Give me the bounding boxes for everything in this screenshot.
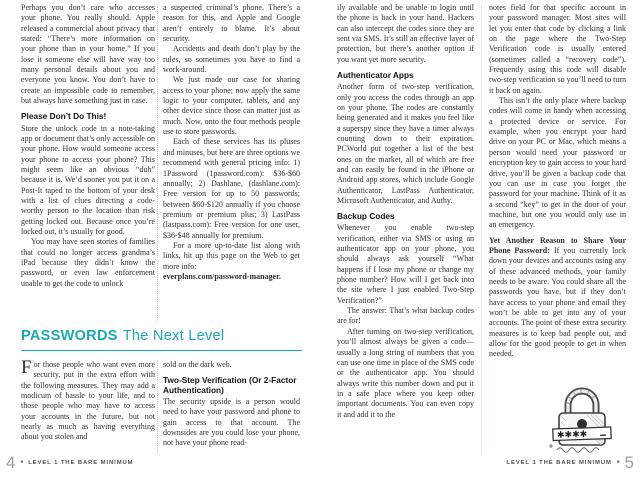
paragraph-run-in-heading bbox=[489, 236, 626, 360]
password-asterisks: ✱✱✱✱ bbox=[556, 429, 588, 441]
paragraph: Another form of two-step verification, only you access the codes through an app on your phone. The codes are constantly being generated and it makes you feel like a superspy since they have a timer always counting down to their expiration. PCWorld put together a list of the best ones on the market, all of which are free and can easily be found in the iPhone or Android app stores, which include Google Authenticator, LastPass Authenticator, Microsoft Authenticator, and Authy. bbox=[337, 82, 474, 205]
paragraph: Accidents and death don’t play by the rules, so sometimes you have to find a work-around. bbox=[163, 44, 300, 75]
page-number: 5 bbox=[624, 453, 634, 472]
paragraph: After turning on two-step verification, you’ll almost always be given a code—usually a long string of numbers that you can use one time in place of the SMS code or the authenticator app. You should always write this number down and put it in a safe place where you keep other important documents. You can even copy it and add it to the bbox=[337, 326, 474, 419]
paragraph: The answer: That’s what backup codes are for! bbox=[337, 306, 474, 326]
shadow-squiggle bbox=[557, 448, 599, 453]
right-column-1 bbox=[337, 3, 474, 455]
paragraph: The security upside is a person would need to have your password and phone to gain access to that account. The downsides are you could lose your phone, not have your phone read- bbox=[163, 397, 300, 448]
right-page-footer bbox=[507, 454, 634, 471]
run-in-heading: Yet Another Reason to Share Your Phone Password: bbox=[489, 235, 626, 255]
paragraph: ily available and be unable to login until the phone is back in your hand. Hackers can also intercept the codes since they are sent via SMS. It’s still an effective layer of protection, but there’s another option if you want yet more security. bbox=[337, 3, 474, 64]
right-column-2 bbox=[489, 3, 626, 389]
left-bottom-column-2 bbox=[163, 360, 300, 456]
paragraph: Perhaps you don’t care who accesses your phone. You really should. Apple released a commercial about privacy that stated: “There’s more information on your phone than in your home.” If you lose it someone else will have way too many personal details about you and everyone you know. You don’t have to create an impossible code to remember, but always have something just in case. bbox=[21, 3, 155, 106]
section-title-main: PASSWORDS bbox=[21, 328, 118, 344]
footer-chapter-label: LEVEL 1 THE BARE MINIMUM bbox=[506, 459, 612, 466]
column-divider-left-bottom bbox=[157, 360, 158, 452]
dropcap-letter: F bbox=[21, 360, 32, 378]
paragraph-with-dropcap bbox=[21, 360, 155, 443]
subheading-backup-codes: Backup Codes bbox=[337, 211, 395, 222]
padlock-illustration bbox=[537, 384, 629, 456]
paragraph: We just made our case for sharing access to your phone; now apply the same logic to your computer, tablets, and any other device since those can matter just as much. Now, onto the four methods people use to store passwords. bbox=[163, 75, 300, 137]
subheading-two-step-verification: Two-Step Verification (Or 2-Factor Authentication) bbox=[163, 375, 297, 395]
left-top-column-1 bbox=[21, 3, 155, 327]
paragraph: a suspected criminal’s phone. There’s a reason for this, and Apple and Google aren’t entirely to blame. It’s about security. bbox=[163, 3, 300, 44]
paragraph-text: or those people who want even more security, put in the extra effort with the following measures. They may add a modicum of hassle to your life, and to those people who may have to access your accounts in the future, but not nearly as much as having everything about you stolen and bbox=[21, 360, 155, 442]
footer-chapter-label: LEVEL 1 THE BARE MINIMUM bbox=[28, 459, 134, 466]
column-divider-right bbox=[481, 6, 482, 454]
paragraph: Store the unlock code in a note-taking app or document that’s only accessible on your phone. How would someone access your phone to access your phone? This might seem like an obvious “duh” because it is. We’d sooner you put it on a Post-It taped to the bottom of your desk with a list of clues directing a code-worthy person to the location than risk getting locked out. Because once you’re locked out, it’s usually for good. bbox=[21, 123, 155, 236]
section-title-subtitle: The Next Level bbox=[122, 328, 225, 344]
paragraph: Each of these services has its pluses and minuses, but here are three options we recommend with general pricing info: 1) 1Password (1password.com): $36-$60 annually; 2) Dashlane, (dashlane.com): Free version for up to 50 passwords; between $60-$120 annually if you choose premium or premium plus; 3) LastPass (lastpass.com): Free version for one user, $36-$48 annually for premium. bbox=[163, 137, 300, 240]
password-field-drawing bbox=[553, 427, 611, 441]
subheading-authenticator-apps: Authenticator Apps bbox=[337, 70, 414, 81]
paragraph: Whenever you enable two-step verification, either via SMS or using an authenticator app on your phone, you should always ask yourself “What happens if I lose my phone or change my phone number? How will I get back into the site where I just enabled Two-Step Verification?” bbox=[337, 223, 474, 305]
paragraph: For a more up-to-date list along with links, hit up this page on the Web to get more info: bbox=[163, 240, 300, 271]
section-title-rule bbox=[21, 350, 302, 351]
page-number: 4 bbox=[6, 453, 16, 472]
paragraph: You may have seen stories of families that could no longer access grandma’s iPad because they didn’t know the password, or even law enforcement unable to get the code to unlock bbox=[21, 237, 155, 288]
footer-square-icon: ■ bbox=[616, 459, 620, 465]
paragraph: This isn’t the only place where backup codes will come in handy when accessing a protected device or service. For example, when you encrypt your hard drive on your PC or Mac, which means a person would need your password or encryption key to gain access to your hard drive, you’ll be given a backup code that you can use in case you forget the password for your machine. Think of it as a second “key” to get in the door of your machine, but one you would only use in an emergency. bbox=[489, 96, 626, 230]
paragraph-text: If you currently lock down your devices and accounts using any of these advanced methods, your family needs to be aware. You could share all the passwords you have, but if they don’t have access to your phone and email they won’t be able to get into any of your accounts. The point of these extra security measures is to keep bad people out, and allow for the good people to get in when needed. bbox=[489, 245, 626, 359]
left-page-footer bbox=[6, 454, 133, 471]
section-title-passwords bbox=[21, 328, 302, 344]
everplans-link-text: everplans.com/password-manager. bbox=[163, 271, 281, 281]
subheading-please-dont-do-this: Please Don’t Do This! bbox=[21, 111, 107, 122]
footer-square-icon: ■ bbox=[20, 459, 24, 465]
column-divider-left-top bbox=[157, 6, 158, 322]
left-bottom-column-1 bbox=[21, 360, 155, 454]
sparkle-icon bbox=[549, 444, 553, 448]
paragraph: sold on the dark web. bbox=[163, 360, 232, 369]
paragraph: notes field for that specific account in your password manager. Most sites will let you enter that code by clicking a link on the page where the Two-Step Verification code is usually entered (sometimes called a “recovery code”). Frequently using this code will disable two-step verification so you’ll need to turn it back on again. bbox=[489, 3, 626, 95]
left-top-column-2 bbox=[163, 3, 300, 327]
